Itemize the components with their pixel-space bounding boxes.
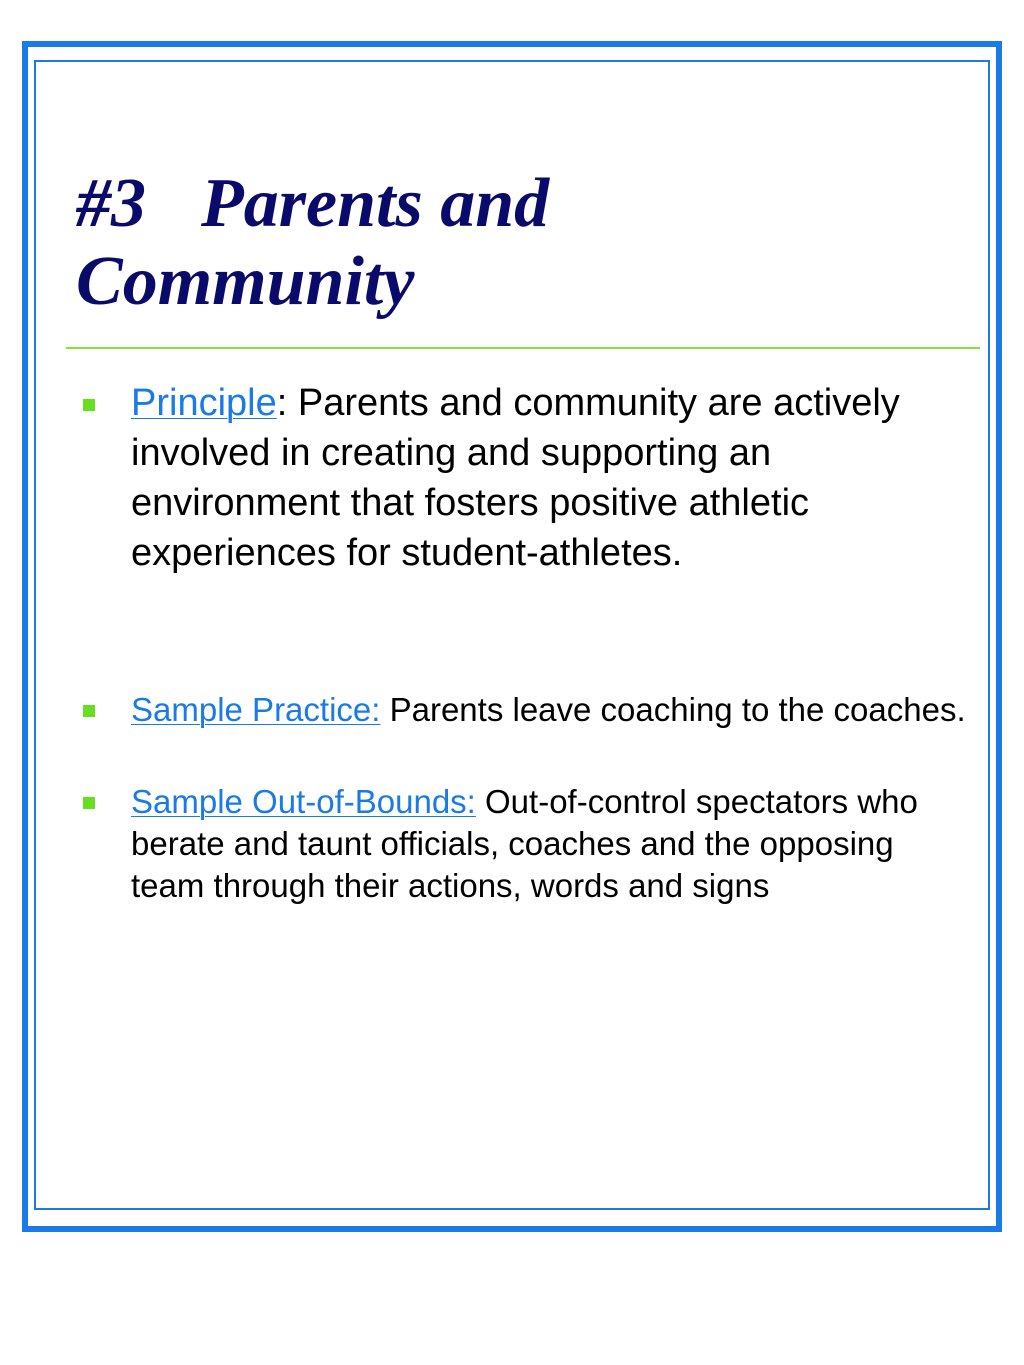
sample-practice-link[interactable]: Sample Practice: (131, 691, 381, 728)
bullet-text (131, 781, 969, 907)
slide-title (76, 165, 549, 321)
title-number: #3 (76, 165, 146, 242)
slide-frame (22, 41, 1002, 1232)
title-divider (66, 347, 980, 349)
title-line-1: Parents and (201, 165, 550, 242)
title-line-2: Community (76, 243, 415, 320)
square-bullet-icon (83, 705, 95, 717)
square-bullet-icon (83, 399, 95, 411)
sample-out-of-bounds-body: Out-of-control spectators who berate and taunt officials, coaches and the opposing team through their actions, words and signs (131, 783, 918, 904)
sample-out-of-bounds-link[interactable]: Sample Out-of-Bounds: (131, 783, 476, 820)
square-bullet-icon (83, 797, 95, 809)
principle-body: : Parents and community are actively involved in creating and supporting an environment that fosters positive athletic experiences for student-athletes. (131, 382, 900, 574)
sample-practice-body: Parents leave coaching to the coaches. (380, 691, 966, 728)
bullet-text (131, 378, 969, 578)
bullet-text (131, 689, 969, 731)
principle-link[interactable]: Principle (131, 382, 277, 424)
